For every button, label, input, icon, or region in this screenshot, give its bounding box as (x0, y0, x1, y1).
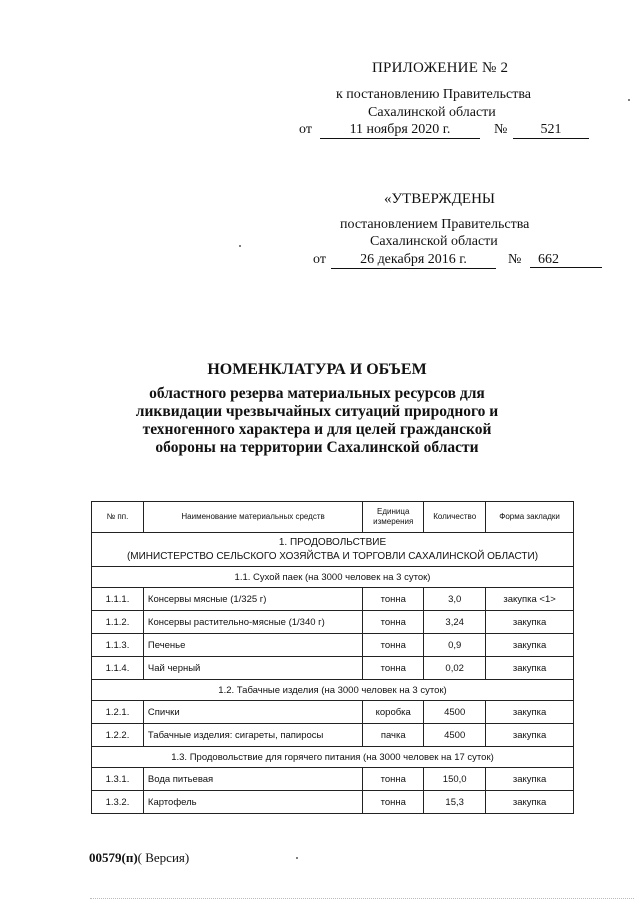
footer-doc-code (89, 850, 189, 866)
scan-speck (296, 857, 298, 859)
row-form: закупка (486, 791, 574, 814)
table-row (92, 657, 574, 680)
scan-bottom-edge (90, 898, 634, 899)
row-qty: 4500 (424, 724, 486, 747)
heading-line-2: ликвидации чрезвычайных ситуаций природного и (135, 403, 499, 420)
approved-line-1: постановлением Правительства (340, 217, 530, 232)
header-form: Форма закладки (486, 502, 574, 533)
group-title: 1.2. Табачные изделия (на 3000 человек на 3 суток) (92, 680, 574, 701)
row-name: Спички (143, 701, 362, 724)
section-main-line-2: (МИНИСТЕРСТВО СЕЛЬСКОГО ХОЗЯЙСТВА И ТОРГОВЛИ САХАЛИНСКОЙ ОБЛАСТИ) (126, 550, 539, 562)
row-form: закупка (486, 724, 574, 747)
table-row (92, 588, 574, 611)
section-row-main (92, 533, 574, 567)
approved-num-label: № (508, 252, 522, 267)
group-row (92, 680, 574, 701)
heading-line-4: обороны на территории Сахалинской области (155, 439, 479, 456)
row-form: закупка (486, 657, 574, 680)
row-num: 1.3.1. (92, 768, 144, 791)
row-name: Печенье (143, 634, 362, 657)
approved-line-2: Сахалинской области (370, 234, 498, 249)
row-num: 1.1.1. (92, 588, 144, 611)
row-form: закупка (486, 611, 574, 634)
group-title: 1.3. Продовольствие для горячего питания (на 3000 человек на 17 суток) (92, 747, 574, 768)
annex-num-label: № (494, 122, 508, 137)
table-row (92, 634, 574, 657)
row-name: Картофель (143, 791, 362, 814)
row-num: 1.2.2. (92, 724, 144, 747)
row-unit: тонна (363, 588, 424, 611)
table-row (92, 791, 574, 814)
row-num: 1.3.2. (92, 791, 144, 814)
row-qty: 0,02 (424, 657, 486, 680)
row-form: закупка (486, 701, 574, 724)
nomenclature-table (91, 501, 574, 814)
row-form: закупка (486, 634, 574, 657)
row-qty: 3,24 (424, 611, 486, 634)
annex-number: 521 (513, 122, 589, 139)
table-row (92, 701, 574, 724)
row-unit: тонна (363, 768, 424, 791)
heading-line-1: областного резерва материальных ресурсов для (149, 385, 485, 402)
row-qty: 15,3 (424, 791, 486, 814)
annex-line-2: Сахалинской области (368, 105, 496, 120)
row-name: Консервы растительно-мясные (1/340 г) (143, 611, 362, 634)
row-qty: 4500 (424, 701, 486, 724)
scan-speck (239, 245, 241, 247)
row-name: Вода питьевая (143, 768, 362, 791)
section-main-line-1: 1. ПРОДОВОЛЬСТВИЕ (278, 536, 387, 548)
header-num: № пп. (92, 502, 144, 533)
group-row (92, 567, 574, 588)
row-unit: тонна (363, 657, 424, 680)
approved-date: 26 декабря 2016 г. (331, 252, 496, 269)
approved-from-label: от (313, 252, 326, 267)
header-name: Наименование материальных средств (143, 502, 362, 533)
row-name: Консервы мясные (1/325 г) (143, 588, 362, 611)
row-unit: тонна (363, 634, 424, 657)
document-title: НОМЕНКЛАТУРА И ОБЪЕМ (207, 361, 427, 378)
row-qty: 150,0 (424, 768, 486, 791)
heading-line-3: техногенного характера и для целей гражданской (142, 421, 492, 438)
row-name: Табачные изделия: сигареты, папиросы (143, 724, 362, 747)
row-unit: пачка (363, 724, 424, 747)
row-num: 1.2.1. (92, 701, 144, 724)
table-row (92, 724, 574, 747)
table-header-row (92, 502, 574, 533)
annex-line-1: к постановлению Правительства (336, 87, 532, 102)
row-qty: 0,9 (424, 634, 486, 657)
approved-title: «УТВЕРЖДЕНЫ (384, 191, 496, 207)
footer-code: 00579(п) (89, 850, 138, 865)
row-form: закупка (486, 768, 574, 791)
row-unit: тонна (363, 791, 424, 814)
header-qty: Количество (424, 502, 486, 533)
group-title: 1.1. Сухой паек (на 3000 человек на 3 суток) (92, 567, 574, 588)
approved-number: 662 (530, 252, 602, 268)
annex-title: ПРИЛОЖЕНИЕ № 2 (372, 60, 509, 76)
row-num: 1.1.3. (92, 634, 144, 657)
section-main-cell (92, 533, 574, 567)
row-unit: тонна (363, 611, 424, 634)
row-name: Чай черный (143, 657, 362, 680)
annex-date: 11 ноября 2020 г. (320, 122, 480, 139)
row-qty: 3,0 (424, 588, 486, 611)
footer-version: ( Версия) (137, 850, 190, 865)
header-unit: Единица измерения (363, 502, 424, 533)
row-form: закупка <1> (486, 588, 574, 611)
table-row (92, 768, 574, 791)
row-num: 1.1.4. (92, 657, 144, 680)
table-row (92, 611, 574, 634)
row-num: 1.1.2. (92, 611, 144, 634)
row-unit: коробка (363, 701, 424, 724)
scan-speck (628, 99, 630, 101)
group-row (92, 747, 574, 768)
annex-from-label: от (299, 122, 312, 137)
